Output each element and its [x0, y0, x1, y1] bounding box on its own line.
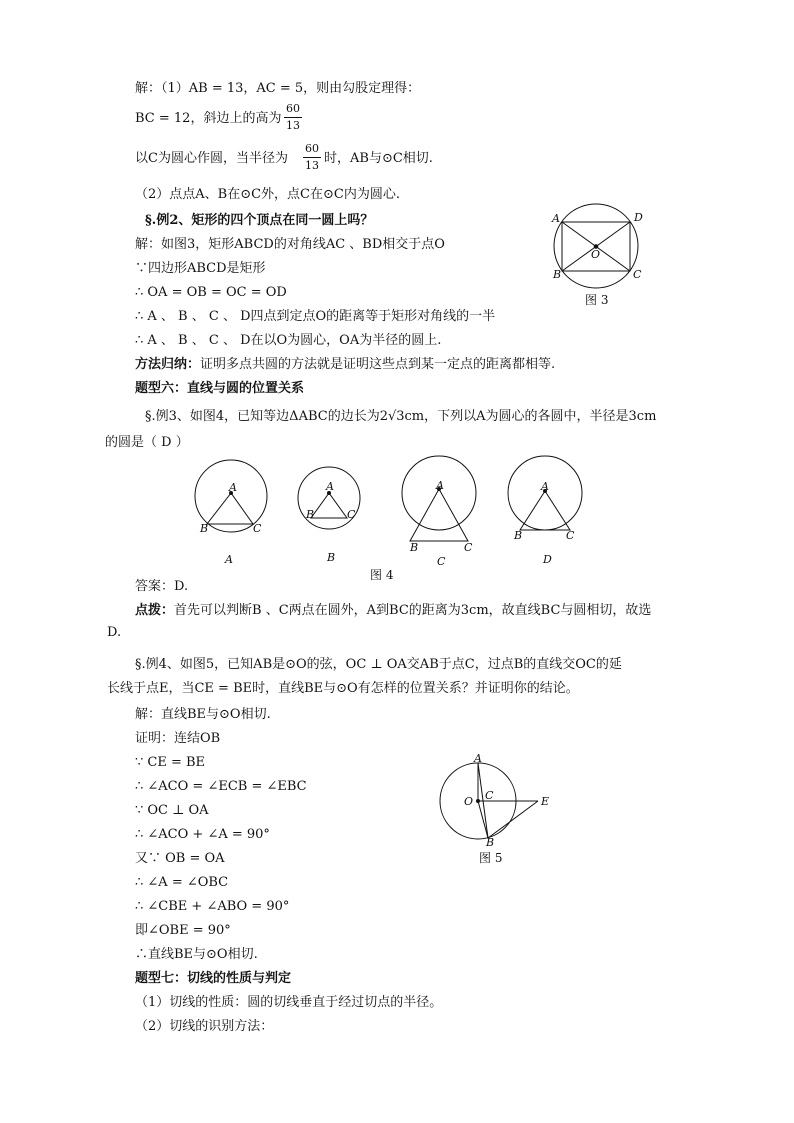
- hint-head: 点拨：: [135, 603, 175, 618]
- fig5-ob: [478, 801, 488, 838]
- solution-line-3a: 以C为圆心作圆，当半径为: [135, 151, 288, 166]
- fraction-bar: [303, 157, 321, 158]
- answer-line: 答案：D.: [135, 579, 189, 594]
- solution-line-3b: 时，AB与⊙C相切.: [324, 151, 433, 166]
- method-summary: [135, 356, 555, 374]
- fraction-numerator: 60: [286, 102, 300, 115]
- fraction-denominator: 13: [286, 119, 300, 132]
- fig3-caption: 图 3: [585, 293, 609, 307]
- proof-line-9: ∴ ∠CBE + ∠ABO = 90°: [135, 899, 290, 914]
- proof-line-6: ∴ ∠ACO + ∠A = 90°: [135, 827, 270, 842]
- section-7-heading: 题型七：切线的性质与判定: [135, 971, 292, 986]
- fig3-label-d: D: [634, 211, 643, 224]
- fig4-b-vertex-c: C: [347, 508, 356, 521]
- tangent-identification: （2）切线的识别方法：: [135, 1019, 274, 1034]
- fig4-b-vertex-b: B: [306, 508, 315, 521]
- fig5-be: [488, 801, 538, 838]
- section-6-heading: 题型六：直线与圆的位置关系: [135, 381, 305, 396]
- proof-line-11: ∴直线BE与⊙O相切.: [135, 947, 258, 962]
- example-2-line-1: 解：如图3，矩形ABCD的对角线AC 、BD相交于点O: [135, 237, 445, 252]
- fig4-d-vertex-c: C: [566, 529, 575, 542]
- fig4-option-a-label: A: [225, 553, 233, 566]
- fig4-d-vertex-b: B: [514, 529, 523, 542]
- example-4-question: 长线于点E，当CE = BE时，直线BE与⊙O有怎样的位置关系？并证明你的结论。: [107, 681, 579, 696]
- hint-line-2: D.: [107, 625, 122, 640]
- example-2-title: §.例2、矩形的四个顶点在同一圆上吗？: [145, 213, 374, 228]
- fig5-label-c: C: [485, 789, 494, 802]
- fig4-c-vertex-b: B: [410, 541, 419, 554]
- fig4-caption: 图 4: [370, 568, 394, 582]
- fig4-c-vertex-c: C: [464, 541, 473, 554]
- tangent-property: （1）切线的性质：圆的切线垂直于经过切点的半径。: [135, 995, 443, 1010]
- fig5-label-e: E: [541, 795, 550, 808]
- fig3-label-b: B: [553, 268, 562, 281]
- proof-line-7: 又∵ OB = OA: [135, 851, 225, 866]
- example-2-line-3: ∴ OA = OB = OC = OD: [135, 285, 287, 300]
- fig3-label-a: A: [552, 212, 560, 225]
- method-summary-body: 证明多点共圆的方法就是证明这些点到某一定点的距离都相等.: [200, 357, 556, 372]
- proof-line-8: ∴ ∠A = ∠OBC: [135, 875, 229, 890]
- proof-line-2: 证明：连结OB: [135, 731, 221, 746]
- fig5-caption: 图 5: [479, 851, 503, 865]
- fig4-b-vertex-a: A: [326, 480, 334, 493]
- fig3-label-o: O: [591, 248, 601, 261]
- fig4-option-d: [508, 458, 588, 538]
- solution-line-1: 解：（1）AB = 13，AC = 5，则由勾股定理得：: [135, 81, 421, 96]
- fig4-c-vertex-a: A: [436, 479, 444, 492]
- fig3-label-c: C: [633, 268, 642, 281]
- proof-line-4: ∴ ∠ACO = ∠ECB = ∠EBC: [135, 779, 307, 794]
- example-2-line-4: ∴ A 、 B 、 C 、 D四点到定点O的距离等于矩形对角线的一半: [135, 309, 496, 324]
- fig4-option-c: [402, 456, 482, 546]
- fraction-denominator: 13: [305, 159, 319, 172]
- proof-line-10: 即∠OBE = 90°: [135, 923, 231, 938]
- example-3-title: §.例3、如图4，已知等边ΔABC的边长为2√3cm，下列以A为圆心的各圆中，半径是3cm: [145, 409, 657, 424]
- example-2-line-2: ∵四边形ABCD是矩形: [135, 261, 266, 276]
- fig4-a-vertex-b: B: [200, 522, 209, 535]
- example-2-line-5: ∴ A 、 B 、 C 、 D在以O为圆心，OA为半径的圆上.: [135, 333, 442, 348]
- fig4-option-b: [294, 466, 364, 536]
- example-3-question: 的圆是（ D ）: [105, 435, 189, 450]
- fig5-label-o: O: [464, 795, 474, 808]
- example-4-title: §.例4、如图5，已知AB是⊙O的弦，OC ⊥ OA交AB于点C，过点B的直线交OC的延: [135, 657, 622, 672]
- fig4-d-vertex-a: A: [541, 480, 549, 493]
- fig5-label-b: B: [486, 836, 495, 849]
- proof-line-5: ∵ OC ⊥ OA: [135, 803, 209, 818]
- fig4-a-vertex-a: A: [229, 481, 237, 494]
- proof-line-1: 解：直线BE与⊙O相切.: [135, 707, 271, 722]
- method-summary-head: 方法归纳：: [135, 357, 201, 372]
- fraction-numerator: 60: [305, 142, 319, 155]
- fig5-label-a: A: [474, 752, 482, 765]
- solution-line-4: （2）点点A、B在⊙C外，点C在⊙C内为圆心.: [135, 187, 400, 202]
- fig4-option-d-label: D: [543, 553, 552, 566]
- fig4-a-vertex-c: C: [253, 522, 262, 535]
- fig4-option-c-label: C: [437, 555, 446, 568]
- fig4-option-b-label: B: [327, 551, 336, 564]
- fraction-bar: [284, 117, 302, 118]
- solution-line-2: BC = 12，斜边上的高为: [135, 111, 282, 126]
- hint-line: [135, 602, 651, 620]
- hint-body: 首先可以判断B 、C两点在圆外，A到BC的距离为3cm，故直线BC与圆相切，故选: [174, 603, 652, 618]
- proof-line-3: ∵ CE = BE: [135, 755, 206, 770]
